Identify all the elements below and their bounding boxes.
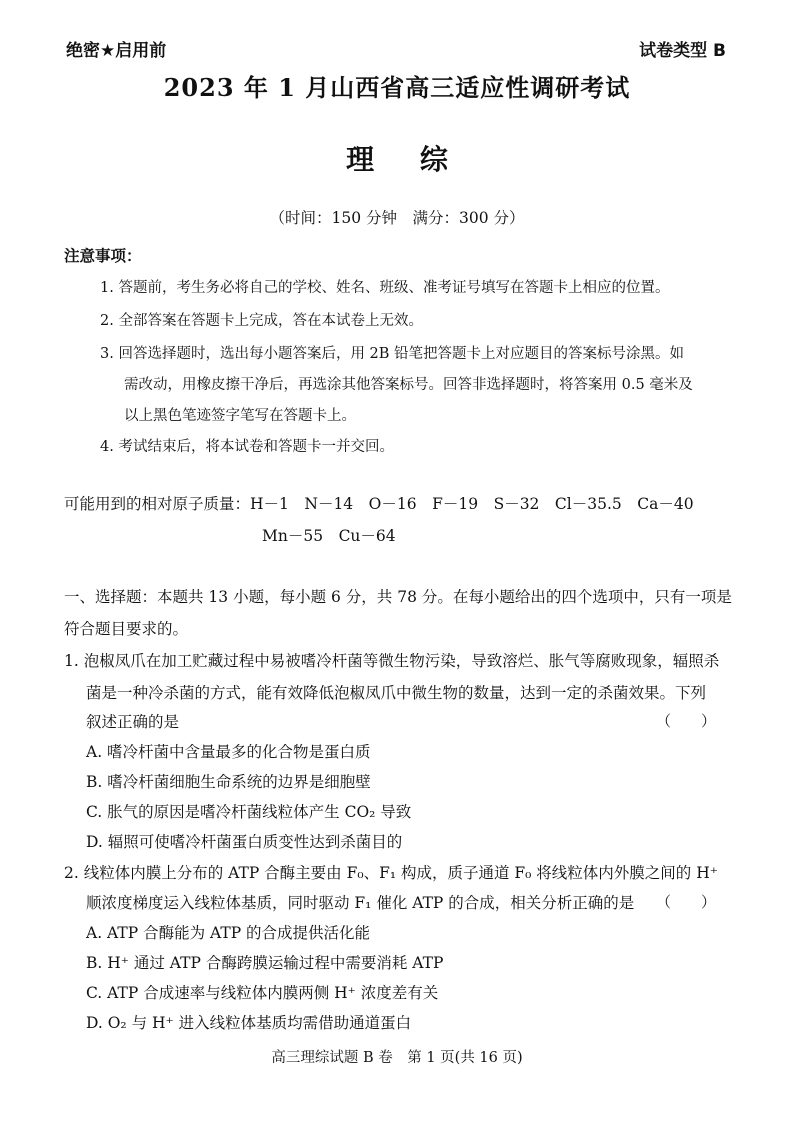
section-intro-line-2: 符合题目要求的。 [64,620,189,638]
notice-item-3: 3. 回答选择题时，选出每小题答案后，用 2B 铅笔把答题卡上对应题目的答案标号涂黑。如 [100,346,685,362]
q2-answer-paren: （ ） [656,893,717,911]
notice-item-1: 1. 答题前，考生务必将自己的学校、姓名、班级、准考证号填写在答题卡上相应的位置。 [100,280,670,296]
q1-option-a: A. 嗜冷杆菌中含量最多的化合物是蛋白质 [86,743,371,761]
q2-stem-line-2: 顺浓度梯度运入线粒体基质，同时驱动 F₁ 催化 ATP 的合成，相关分析正确的是 [86,894,635,912]
notice-item-2: 2. 全部答案在答题卡上完成，答在本试卷上无效。 [100,313,423,329]
q1-stem-line-3: 叙述正确的是 [86,713,180,731]
atomic-mass-line-1: 可能用到的相对原子质量：H－1 N－14 O－16 F－19 S－32 Cl－35.5 Ca－40 [64,495,694,513]
q2-option-d: D. O₂ 与 H⁺ 进入线粒体基质均需借助通道蛋白 [86,1014,412,1032]
subject-title: 理 综 [346,143,466,176]
q2-stem-line-1: 2. 线粒体内膜上分布的 ATP 合酶主要由 F₀、F₁ 构成，质子通道 F₀ 将线粒体内外膜之间的 H⁺ [64,864,718,882]
q1-option-c: C. 胀气的原因是嗜冷杆菌线粒体产生 CO₂ 导致 [86,803,412,821]
q2-option-a: A. ATP 合酶能为 ATP 的合成提供活化能 [86,924,371,942]
notice-heading: 注意事项： [64,246,142,265]
notice-item-3-cont-1: 需改动，用橡皮擦干净后，再选涂其他答案标号。回答非选择题时，将答案用 0.5 毫米及 [124,377,693,393]
section-intro-line-1: 一、选择题：本题共 13 小题，每小题 6 分，共 78 分。在每小题给出的四个选项中，只有一项是 [64,588,732,606]
paper-type-label: 试卷类型 B [639,41,726,61]
atomic-mass-line-2: Mn－55 Cu－64 [262,527,396,545]
confidential-label: 绝密★启用前 [66,41,167,61]
page-footer: 高三理综试题 B 卷 第 1 页(共 16 页) [271,1050,523,1066]
q2-option-b: B. H⁺ 通过 ATP 合酶跨膜运输过程中需要消耗 ATP [86,954,444,972]
time-info: （时间：150 分钟 满分：300 分） [269,209,525,227]
q1-option-d: D. 辐照可使嗜冷杆菌蛋白质变性达到杀菌目的 [86,833,403,851]
q1-stem-line-1: 1. 泡椒凤爪在加工贮藏过程中易被嗜冷杆菌等微生物污染，导致溶烂、胀气等腐败现象，辐照杀 [64,652,720,670]
exam-title: 2023 年 1 月山西省高三适应性调研考试 [163,73,631,102]
q1-answer-paren: （ ） [656,712,717,730]
q2-option-c: C. ATP 合成速率与线粒体内膜两侧 H⁺ 浓度差有关 [86,984,439,1002]
notice-item-3-cont-2: 以上黑色笔迹签字笔写在答题卡上。 [124,408,356,424]
q1-stem-line-2: 菌是一种冷杀菌的方式，能有效降低泡椒凤爪中微生物的数量，达到一定的杀菌效果。下列 [86,684,707,702]
q1-option-b: B. 嗜冷杆菌细胞生命系统的边界是细胞壁 [86,773,371,791]
notice-item-4: 4. 考试结束后，将本试卷和答题卡一并交回。 [100,439,394,455]
